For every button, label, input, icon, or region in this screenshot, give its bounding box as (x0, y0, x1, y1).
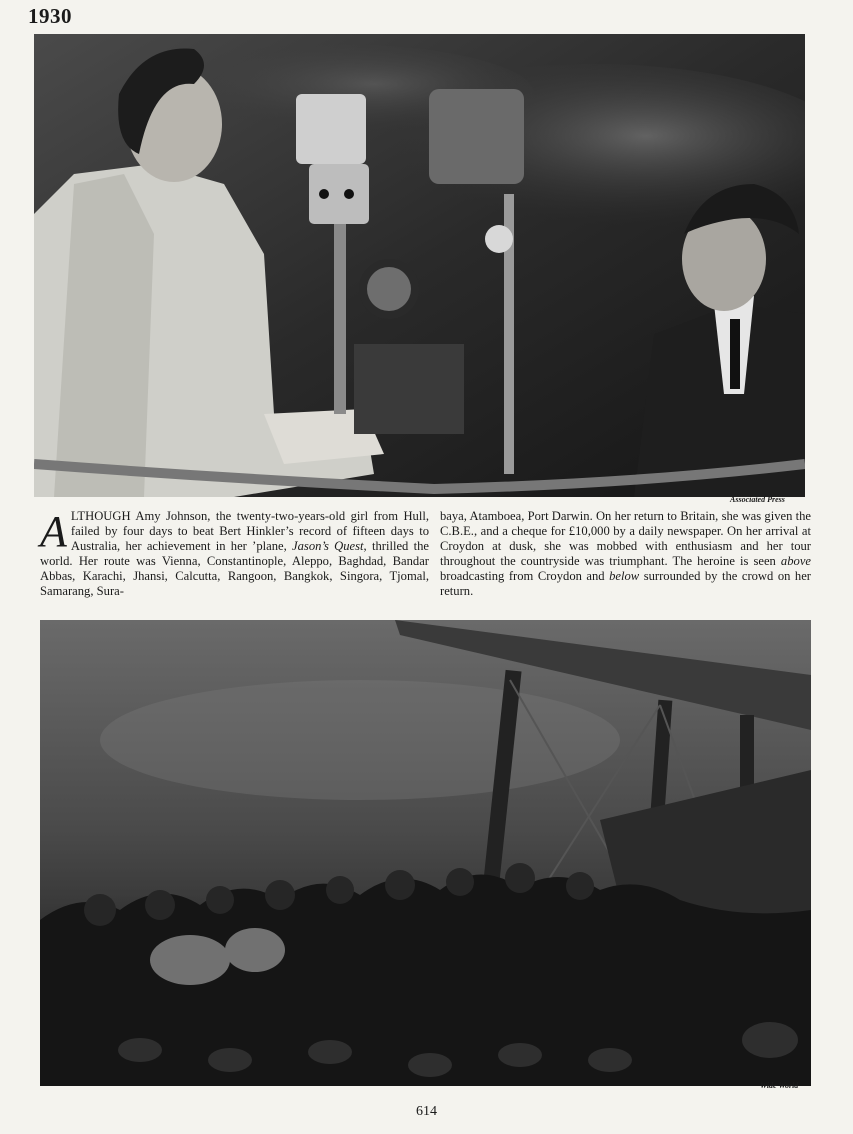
article-caption (40, 509, 811, 611)
caption-lead-word: LTHOUGH (70, 509, 131, 523)
caption-text: baya, Atamboea, Port Darwin. On her return to Britain, she was given the C.B.E., and a cheque for £10,000 by a daily newspaper. On her arrival at Croydon at dusk, she was mobbed with enthusiasm and her tour throughout the countryside was triumphant. The heroine is seen (440, 509, 811, 569)
page-number: 614 (416, 1104, 437, 1119)
caption-text: surrounded by the crowd on her return. (440, 569, 811, 599)
plane-name: Jason’s Quest (292, 539, 364, 554)
photo-broadcast (34, 34, 805, 497)
page-year: 1930 (28, 4, 72, 28)
photo-credit-top: Associated Press (730, 495, 785, 504)
caption-emphasis: below (609, 569, 640, 584)
caption-column-left (40, 509, 429, 611)
drop-cap: A (40, 507, 67, 556)
caption-text: broadcasting from Croydon and (440, 569, 610, 584)
photo-crowd (40, 620, 811, 1086)
caption-emphasis: above (780, 554, 811, 569)
caption-column-right (440, 509, 811, 611)
photo-broadcast-illustration (34, 34, 805, 497)
photo-crowd-illustration (40, 620, 811, 1086)
caption-text: Amy Johnson, the twenty-two-years-old girl from Hull, failed by four days to beat Bert Hinkler’s record of fifteen days to Australia, her achievement in her ’plane, (70, 509, 429, 554)
photo-credit-bottom: Wide World (760, 1081, 799, 1090)
caption-text: , thrilled the world. Her route was Vienna, Constantinople, Aleppo, Baghdad, Bandar Abbas, Karachi, Jhansi, Calcutta, Rangoon, Bangkok, Singora, Tjomal, Samarang, Sura- (40, 539, 429, 599)
